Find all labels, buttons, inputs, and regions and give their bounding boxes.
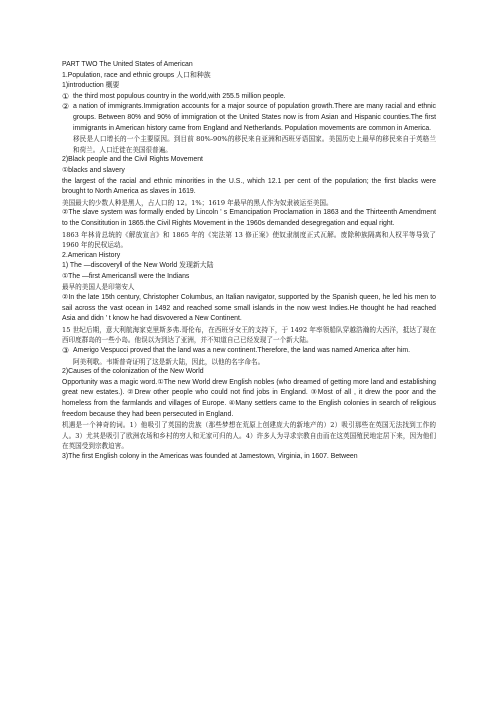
document-page xyxy=(62,60,436,463)
subheading-introduction: 1)introduction 概要 xyxy=(62,82,120,90)
chinese-paragraph: 最早的美国人是印第安人 xyxy=(62,283,135,292)
paragraph: Opportunity was a magic word.①The new World drew English nobles (who dreamed of getting more land and establishing great new estates.). ②Drew other people who could not find jobs in England. ③Most of all , it drew the poor and the homeless from the farmlands and villages of Europe. ④Many settlers came to the English colonies in search of religious freedom because they had been persecuted in England. xyxy=(62,378,436,418)
paragraph: 3)The first English colony in the Americas was founded at Jamestown, Virginia, in 1607. Between xyxy=(62,452,358,460)
chinese-paragraph: 机遇是一个神奇的词。1）他吸引了英国的贵族（那些梦想在荒原上创建庞大的新地产的）2）吸引那些在英国无法找到工作的人。3）尤其是吸引了欧洲农场和乡村的穷人和无家可归的人。4）许多人为寻求宗教自由而在这英国殖民地定居下来，因为他们在英国受到宗教迫害。 xyxy=(62,421,436,451)
paragraph: ①The ―first Americans‖ were the Indians xyxy=(62,272,190,280)
subheading-black-people: 2)Black people and the Civil Rights Movement xyxy=(62,156,203,164)
subheading-colonization: 2)Causes of the colonization of the New World xyxy=(62,368,204,376)
paragraph: ②The slave system was formally ended by Lincoln ' s Emancipation Proclamation in 1863 and the Thirteenth Amendment to the Consititution in 1865.the Civil Rights Movement in the 1960s demanded desegregation and equal right. xyxy=(62,209,436,227)
paragraph: ①blacks and slavery xyxy=(62,166,125,174)
list-item xyxy=(62,92,436,103)
heading-american-history: 2.American History xyxy=(62,251,121,259)
circled-number-1: ① xyxy=(62,91,70,101)
chinese-paragraph: 移民是人口增长的一个主要原因。到目前 80%-90%的移民来自亚洲和西班牙语国家。美国历史上最早的移民来自于英格兰和荷兰。人口迁徙在美国很普遍。 xyxy=(73,135,436,154)
circled-number-2: ② xyxy=(62,102,70,112)
chinese-paragraph: 1863 年林肯总统的《解放宣言》和 1865 年的《宪法第 13 修正案》使奴隶制度正式瓦解。废除种族隔离和人权平等导致了 1960 年的民权运动。 xyxy=(62,230,436,250)
paragraph: ②In the late 15th century, Christopher Columbus, an Italian navigator, supported by the Spanish queen, he led his men to sail across the vast ocean in 1492 and reached some small islands in the now west Indies.He thought he had reached Asia and didn ' t know he had disvovered a New Continent. xyxy=(62,294,436,323)
chinese-paragraph: 阿美利歌。韦斯普奇证明了这是新大陆，因此，以他的名字命名。 xyxy=(73,357,265,366)
list-item-text: Amerigo Vespucci proved that the land was a new continent.Therefore, the land was named America after him. xyxy=(73,347,411,355)
chinese-paragraph: 15 世纪后期，意大利航海家克里斯多弗.哥伦布，在西班牙女王的支持下，于 1492 年率领船队穿越浩瀚的大西洋，抵达了现在西印度群岛的一些小岛。他误以为到达了亚洲，并不知道自己已经发现了一个新大陆。 xyxy=(62,325,436,345)
paragraph: the largest of the racial and ethnic minorities in the U.S., which 12.1 per cent of the population; the first blacks were brought to North America as slaves in 1619. xyxy=(62,177,436,196)
list-item-text: a nation of immigrants.Immigration accounts for a major source of population growth.There are many racial and ethnic groups. Between 80% and 90% of immigration ot the United States now is from Asian and Hispanic counties.The first immigrants in American history came from England and Netherlands. Population movements are common in America. xyxy=(73,103,436,132)
circled-number-3: ③ xyxy=(62,346,70,356)
heading-population: 1.Population, race and ethnic groups 人口和种族 xyxy=(62,71,211,79)
list-item-text: the third most populous country in the world,with 255.5 million people. xyxy=(73,92,286,100)
subheading-discovery: 1) The ―discovery‖ of the New World 发现新大陆 xyxy=(62,262,214,270)
list-item xyxy=(62,346,436,357)
section-title: PART TWO The United States of American xyxy=(62,61,193,68)
chinese-paragraph: 美国最大的少数人种是黑人，占人口的 12。1%；1619 年最早的黑人作为奴隶被运至美国。 xyxy=(62,198,333,207)
list-item xyxy=(62,102,436,134)
